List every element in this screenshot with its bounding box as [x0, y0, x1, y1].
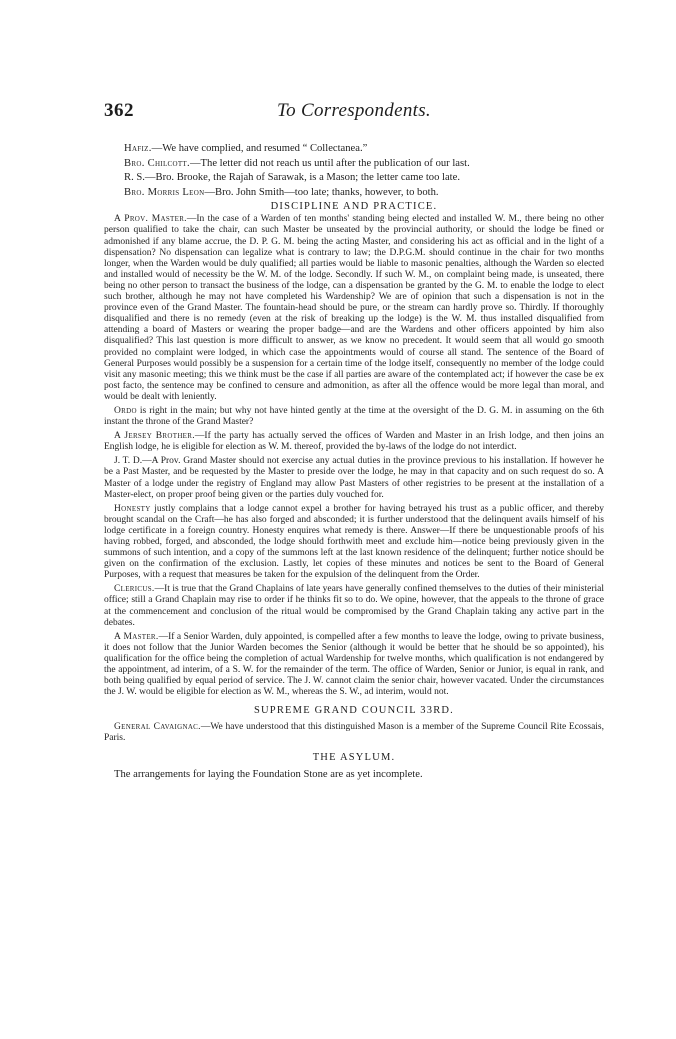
correspondent-name: Hafiz. — [124, 143, 152, 154]
section-heading-discipline: DISCIPLINE AND PRACTICE. — [270, 201, 438, 213]
correspondent-name: Bro. Chilcott. — [124, 157, 190, 169]
discipline-paragraph — [104, 632, 604, 699]
page-number: 362 — [104, 100, 134, 121]
section-heading-asylum: THE ASYLUM. — [312, 751, 396, 763]
discipline-paragraph — [104, 406, 604, 428]
paragraph-text: —We have understood that this distinguished Mason is a member of the Supreme Council Rite Ecossais, Paris. — [104, 722, 605, 744]
paragraph-lead: A Master. — [114, 631, 159, 642]
paragraph-text: —If a Senior Warden, duly appointed, is compelled after a few months to leave the lodge, owing to private business, it does not follow that the Junior Warden becomes the Senior (although it would be better that he should be so appointed), his qualification for the office being the completion of actual Wardenship for twelve months, which qualification is not endangered by the appointment, ad interim, of a S. W. for the remainder of the term. The office of Warden, Senior or Junior, is equal in rank, and both being qualified by equal period of service. The J. W. cannot claim the senior chair, however vacated. Under the circumstances the J. W. would be eligible for election as W. M., whereas the S. W., ad interim, would not. — [104, 631, 605, 698]
paragraph-lead: J. T. D. — [114, 456, 143, 467]
paragraph-text: —It is true that the Grand Chaplains of late years have generally confined themselves to the duties of their ministerial office; still a Grand Chaplain may rise to order if he thinks fit so to do. We opine, however, that the appeals to the throne of grace at the commencement and conclusion of the ritual would be compromised by the Grand Chaplain taking any active part in the debates. — [104, 584, 604, 628]
paragraph-text: —A Prov. Grand Master should not exercise any actual duties in the province previous to his installation. If however he be a Past Master, and be requested by the Master to preside over the lodge, he may in that capacity and on such request do so. A Master of a lodge under the registry of England may allow Past Masters of other registries to be present at the installation of a Master-elect, on proper proof being given or the parties duly vouched for. — [104, 456, 605, 500]
section-heading-supreme-council: SUPREME GRAND COUNCIL 33RD. — [253, 705, 455, 717]
correspondent-name: Bro. Morris Leon — [124, 186, 205, 198]
running-head: To Correspondents. — [277, 100, 431, 121]
paragraph-text: —If the party has actually served the offices of Warden and Master in an Irish lodge, and then joins an English lodge, he is eligible for election as W. M. thereof, provided the by-laws of the lodge do not interdict. — [104, 431, 604, 453]
correspondents-list — [104, 142, 604, 200]
discipline-section — [104, 214, 604, 698]
correspondent-note — [104, 186, 604, 201]
correspondent-note — [104, 171, 604, 186]
discipline-paragraph — [104, 456, 604, 500]
page-header — [104, 100, 604, 130]
paragraph-lead: Clericus. — [114, 584, 155, 595]
paragraph-text: —In the case of a Warden of ten months' standing being elected and installed W. M., there being no other person qualified to take the chair, can such Master be unseated by the provincial authority, or should the lodge be fined or admonished if any blame accrue, the D. P. G. M. being the acting Master, and considering his act as official and in the light of a dispensation? No dispensation can legalize what is contrary to law; the D.P.G.M. should continue in the chair for two months longer, when the Warden would be duly qualified; all parties would be liable to masonic penalties, although the Warden so elected and installed would of necessity be the W. M. of the lodge. Secondly. If such W. M., on complaint being made, is unseated, there being no other person to transact the business of the lodge, can a dispensation be granted by the G. M. to enable the lodge to elect such brother, although he may not have completed his Wardenship? We are of opinion that such a dispensation is not in the province even of the Grand Master. The fountain-head should be pure, or the stream can hardly prove so. Thirdly. If thoroughly disqualified and there is no remedy (even at the risk of breaking up the lodge) is the W. M. thus installed disqualified from attending a board of Masters or wearing the proper badge—and are the Wardens and other officers appointed by him also disqualified? This last question is more difficult to answer, as we know no precedent. It would seem that all would go smooth provided no complaint were lodged, in which case the appointments would of course all stand. The sentence of the Board of General Purposes would possibly be a suspension for a certain time of the lodge itself, consequently no member of the lodge could visit any masonic meeting; this we think must be the case if all parties are aware of the contemplated act; if however the case be ex post facto, the sentence may be confined to censure and admonition, as after all the offence would be more legal than moral, and would be dealt with leniently. — [104, 214, 604, 402]
supreme-council-paragraph — [104, 722, 604, 744]
paragraph-lead: Ordo — [114, 405, 137, 416]
correspondent-text: —Bro. John Smith—too late; thanks, however, to both. — [204, 186, 439, 198]
supreme-council-section — [104, 722, 604, 744]
discipline-paragraph — [104, 214, 604, 403]
correspondent-text: —Bro. Brooke, the Rajah of Sarawak, is a Mason; the letter came too late. — [144, 172, 460, 184]
paragraph-lead: A Jersey Brother. — [114, 431, 195, 442]
discipline-paragraph — [104, 504, 604, 582]
discipline-paragraph — [104, 584, 604, 628]
paragraph-lead: A Prov. Master. — [114, 214, 187, 225]
paragraph-lead: General Cavaignac. — [114, 722, 201, 733]
discipline-paragraph — [104, 431, 604, 453]
asylum-paragraph: The arrangements for laying the Foundation Stone are as yet incomplete. — [114, 768, 423, 780]
paragraph-text: is right in the main; but why not have hinted gently at the time at the oversight of the D. G. M. in assuming on the 6th instant the throne of the Grand Master? — [104, 405, 604, 428]
correspondent-note — [104, 157, 604, 172]
correspondent-text: —We have complied, and resumed “ Collectanea.” — [151, 143, 368, 154]
paragraph-text: justly complains that a lodge cannot expel a brother for having betrayed his trust as a public officer, and thereby brought scandal on the Craft—he has also forged and absconded; it is further understood that the delinquent avails himself of his lodge certificate in a foreign country. Honesty enquires what remedy is there. Answer—If there be unquestionable proofs of his having robbed, forged, and absconded, the lodge should forthwith meet and exclude him—notice being previously given in the summons of such intention, and a copy of the summons left at the last known residence of the delinquent; further notice should be given on the confirmation of the exclusion. Lastly, let copies of these minutes and notices be sent to the Board of General Purposes, with a request that measures be taken for the expulsion of the delinquent from the Order. — [104, 503, 604, 581]
correspondent-note — [104, 142, 604, 157]
correspondent-text: —The letter did not reach us until after the publication of our last. — [189, 157, 470, 169]
page — [104, 100, 604, 781]
correspondent-name: R. S. — [124, 172, 145, 184]
paragraph-lead: Honesty — [114, 503, 151, 514]
